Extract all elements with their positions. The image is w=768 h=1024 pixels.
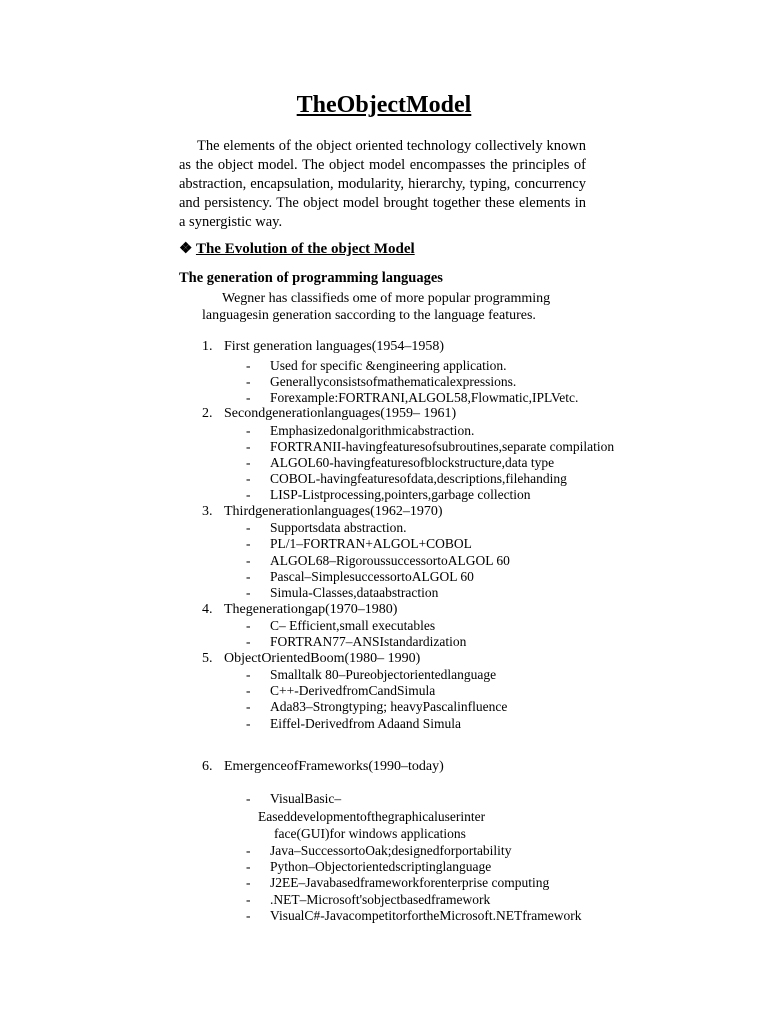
section-heading	[179, 239, 415, 258]
list-item-text: FORTRANII-havingfeaturesofsubroutines,separate compilation	[270, 439, 615, 454]
dash-bullet: -	[246, 553, 251, 568]
intro-paragraph	[179, 137, 586, 232]
list-item-text: Generallyconsistsofmathematicalexpressions.	[270, 374, 517, 389]
list-item-text: Emphasizedonalgorithmicabstraction.	[270, 423, 475, 438]
list-item-text: Easeddevelopmentofthegraphicaluserinter	[258, 809, 486, 824]
intro-text: The elements of the object oriented technology collectively known as the object model. The object model encompasses the principles of abstraction, encapsulation, modularity, hierarchy, typing, concurrency and persistency. The object model brought together these elements in a synergistic way.	[179, 138, 586, 230]
list-number: 3.	[202, 504, 213, 519]
dash-bullet: -	[246, 618, 251, 633]
page-title: TheObjectModel	[296, 92, 472, 118]
dash-bullet: -	[246, 892, 251, 907]
generation-label: EmergenceofFrameworks(1990–today)	[224, 759, 444, 774]
list-item-text: LISP-Listprocessing,pointers,garbage collection	[270, 487, 531, 502]
list-item-text: VisualC#-JavacompetitorfortheMicrosoft.NETframework	[270, 908, 582, 923]
diamond-bullet-icon: ❖	[179, 241, 193, 257]
list-item-text: VisualBasic–	[270, 791, 342, 806]
dash-bullet: -	[246, 487, 251, 502]
list-item-text: Smalltalk 80–Pureobjectorientedlanguage	[270, 667, 497, 682]
wegner-line-1: Wegner has classifieds ome of more popular programming	[222, 291, 551, 306]
dash-bullet: -	[246, 791, 251, 806]
list-item-text: face(GUI)for windows applications	[274, 826, 466, 841]
subheading: The generation of programming languages	[179, 270, 443, 286]
dash-bullet: -	[246, 439, 251, 454]
wegner-paragraph	[202, 290, 562, 324]
dash-bullet: -	[246, 843, 251, 858]
list-number: 2.	[202, 406, 213, 421]
generation-label: First generation languages(1954–1958)	[224, 339, 445, 354]
dash-bullet: -	[246, 374, 251, 389]
list-number: 4.	[202, 602, 213, 617]
list-number: 5.	[202, 651, 213, 666]
list-item-text: ALGOL60-havingfeaturesofblockstructure,data type	[270, 455, 555, 470]
list-item-text: COBOL-havingfeaturesofdata,descriptions,filehanding	[270, 471, 567, 486]
list-item-text: Simula-Classes,dataabstraction	[270, 585, 439, 600]
dash-bullet: -	[246, 859, 251, 874]
list-item-text: Used for specific &engineering application.	[270, 358, 507, 373]
list-item-text: Ada83–Strongtyping; heavyPascalinfluence	[270, 699, 508, 714]
generation-label: Thirdgenerationlanguages(1962–1970)	[224, 504, 443, 519]
dash-bullet: -	[246, 683, 251, 698]
wegner-line-2: languagesin generation saccording to the language features.	[202, 308, 536, 323]
dash-bullet: -	[246, 471, 251, 486]
list-item-text: Eiffel-Derivedfrom Adaand Simula	[270, 716, 461, 731]
list-number: 6.	[202, 759, 213, 774]
list-item-text: PL/1–FORTRAN+ALGOL+COBOL	[270, 536, 472, 551]
list-item-text: Forexample:FORTRANI,ALGOL58,Flowmatic,IPLVetc.	[270, 390, 579, 405]
generation-label: ObjectOrientedBoom(1980– 1990)	[224, 651, 421, 666]
dash-bullet: -	[246, 536, 251, 551]
list-item-text: C– Efficient,small executables	[270, 618, 436, 633]
dash-bullet: -	[246, 634, 251, 649]
dash-bullet: -	[246, 569, 251, 584]
list-item-text: .NET–Microsoft'sobjectbasedframework	[270, 892, 491, 907]
dash-bullet: -	[246, 423, 251, 438]
dash-bullet: -	[246, 875, 251, 890]
dash-bullet: -	[246, 667, 251, 682]
section-heading-text: The Evolution of the object Model	[195, 241, 415, 257]
list-item-text: Supportsdata abstraction.	[270, 520, 407, 535]
dash-bullet: -	[246, 390, 251, 405]
dash-bullet: -	[246, 455, 251, 470]
dash-bullet: -	[246, 699, 251, 714]
dash-bullet: -	[246, 520, 251, 535]
list-number: 1.	[202, 339, 213, 354]
list-item-text: FORTRAN77–ANSIstandardization	[270, 634, 467, 649]
dash-bullet: -	[246, 358, 251, 373]
list-item-text: C++-DerivedfromCandSimula	[270, 683, 436, 698]
list-item-text: Pascal–SimplesuccessortoALGOL 60	[270, 569, 474, 584]
list-item-text: Java–SuccessortoOak;designedforportability	[270, 843, 512, 858]
list-item-text: Python–Objectorientedscriptinglanguage	[270, 859, 492, 874]
dash-bullet: -	[246, 908, 251, 923]
list-item-text: ALGOL68–RigoroussuccessortoALGOL 60	[270, 553, 510, 568]
dash-bullet: -	[246, 585, 251, 600]
dash-bullet: -	[246, 716, 251, 731]
generation-label: Secondgenerationlanguages(1959– 1961)	[224, 406, 457, 421]
list-item-text: J2EE–Javabasedframeworkforenterprise computing	[270, 875, 550, 890]
generation-label: Thegenerationgap(1970–1980)	[224, 602, 398, 617]
